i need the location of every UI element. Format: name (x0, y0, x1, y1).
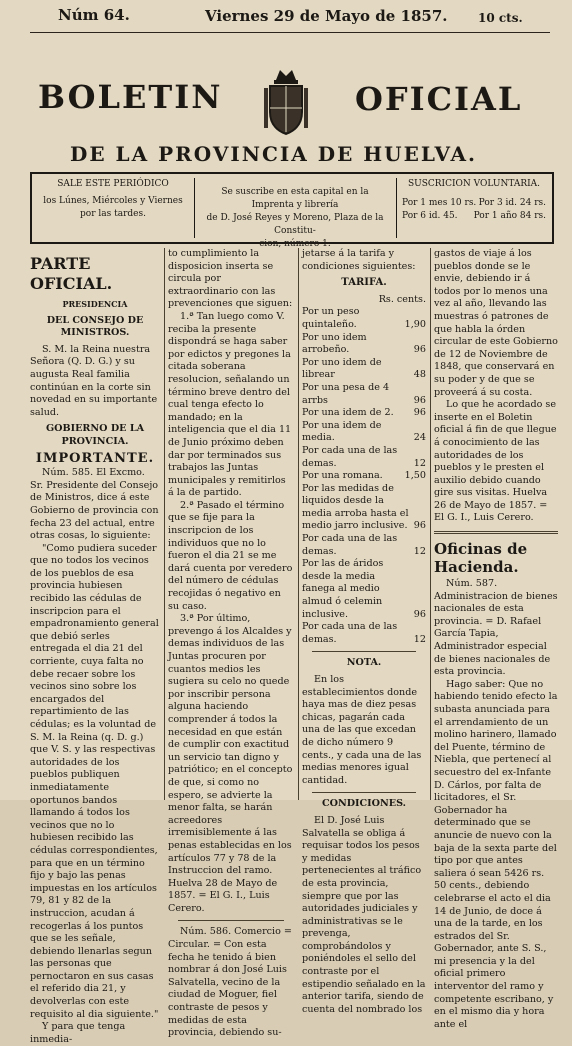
column-2 (168, 248, 294, 1039)
tariff-row (302, 332, 426, 357)
coat-of-arms-icon (262, 66, 310, 138)
place-line: cion, número 1. (259, 239, 331, 249)
prices-title: SUSCRICION VOLUNTARIA. (407, 179, 541, 189)
tariff-row (302, 621, 426, 646)
tariff-price: 96 (413, 608, 426, 620)
tariff-item: Por las medidas de liquidos desde la media arroba hasta el medio jarro inclusive. (302, 482, 409, 532)
price-row (402, 197, 546, 210)
issue-number: Núm 64. (58, 6, 130, 24)
tariff-row (302, 445, 426, 470)
price-row (402, 210, 546, 223)
tariff-price: 24 (413, 432, 426, 444)
tariff-price: 96 (413, 407, 426, 419)
paragraph: S. M. la Reina nuestra Señora (Q. D. G.) y su augusta Real familia continúan en la corte sin novedad en su importante salud. (30, 343, 158, 418)
masthead-title-right: OFICIAL (355, 80, 523, 118)
note-title: NOTA. (346, 657, 382, 669)
paragraph: Hago saber: Que no habiendo tenido efecto la subasta anunciada para el arrendamiento de un molino harinero, llamado del Puente, término de Niebla, que pertenecí al secuestro del ex-Infante D. Cárlos, por falta de licitadores, el Sr. Gobernador ha determinado que se anuncie de nuevo con la baja de la sexta parte del tipo por que antes saliera ó sean 5426 rs. 50 cents., debiendo celebrarse el acto el dia 14 de Junio, de doce á una de la tarde, en los estrados del Sr. Gobernador, ante S. S., mi presencia y la del oficial primero interventor del ramo y competente escribano, y en el mismo dia y hora ante el (434, 678, 558, 1030)
box-divider (396, 178, 397, 238)
tariff-row (302, 533, 426, 558)
price-cell: Por 3 id. 24 rs. (478, 198, 546, 208)
tariff-item: Por una idem de media. (302, 419, 382, 444)
tariff-row (302, 306, 426, 331)
schedule-line: por las tardes. (80, 209, 146, 219)
tariff-unit: Rs. cents. (378, 293, 426, 305)
price-cell: Por 1 mes 10 rs. (402, 198, 477, 208)
subscription-place (200, 186, 390, 251)
tariff-price: 96 (413, 394, 426, 406)
section-heading: PARTE OFICIAL. (30, 254, 113, 293)
tariff-item: Por uno idem de librear (302, 356, 382, 381)
tariff-price: 12 (413, 633, 426, 645)
paragraph: Lo que he acordado se inserte en el Boletin oficial á fin de que llegue á conocimiento de las autoridades de los pueblos y le presten el auxilio debido cuando gire sus visitas. Huelva 26 de Mayo de 1857. = El G. I., Luis Cerero. (434, 399, 557, 524)
section-heading: Oficinas de Hacienda. (434, 540, 528, 577)
paragraph: "Como pudiera suceder que no todos los vecinos de los pueblos de esa provincia hubiesen recibido las cédulas de inscripcion para el empadronamiento general que debió serles entregada el dia 21 del corriente, cuya falta no debe recaer sobre los vecinos sino sobre los encargados del repartimiento de las cédulas; es la voluntad de S. M. la Reina (q. D. g.) que V. S. y las respectivas autoridades de los pueblos publiquen inmediatamente oportunos bandos llamando á todos los vecinos que no lo hubiesen recibido las cédulas correspondientes, para que en un término fijo y bajo las penas impuestas en los artículos 79, 81 y 82 de la instruccion, acudan á recogerlas á los puntos que se les señale, debiendo llenarlas segun las personas que pernoctaron en sus casas el referido dia 21, y devolverlas con este requisito al dia siguiente." (30, 542, 159, 1020)
separator (178, 920, 284, 921)
place-line: Se suscribe en esta capital en la Imprenta y librería (221, 187, 369, 210)
tariff-price: 96 (413, 520, 426, 532)
important-heading: IMPORTANTE. (35, 450, 155, 466)
tariff-row (302, 470, 426, 483)
subsection-title: DEL CONSEJO DE MINISTROS. (46, 314, 144, 339)
tariff-item: Por una idem de 2. (302, 407, 394, 419)
tariff-row (302, 407, 426, 420)
tariff-row (302, 357, 426, 382)
tariff-price: 1,90 (404, 318, 426, 330)
separator (434, 531, 558, 534)
schedule-line: los Lúnes, Miércoles y Viernes (43, 196, 183, 206)
paragraph: Núm. 585. El Excmo. Sr. Presidente del Consejo de Ministros, dice á este Gobierno de provincia con fecha 23 del actual, entre otras cosas, lo siguiente: (30, 467, 159, 542)
box-divider (194, 178, 195, 238)
paragraph: Núm. 587. Administracion de bienes nacionales de esta provincia. = D. Rafael García Tapia, Administrador especial de bienes nacionales de esta provincia. (434, 578, 558, 678)
paragraph: gastos de viaje á los pueblos donde se le envie, debiendo ir á todos por lo menos una vez al año, llevando las muestras ó patrones de que habla la órden circular de este Gobierno de 12 de Noviembre de 1848, que conservará en su poder y de que se proveerá á su costa. (434, 248, 558, 398)
price-cell: Por 6 id. 45. (402, 211, 458, 221)
masthead-title-left: BOLETIN (38, 78, 223, 116)
paragraph: to cumplimiento la disposicion inserta se circula por extraordinario con las prevenciones que siguen: (168, 248, 293, 310)
schedule-line: SALE ESTE PERIÓDICO (57, 179, 169, 189)
paragraph: Y para que tenga inmedia- (30, 1021, 126, 1045)
paragraph: 1.ª Tan luego como V. reciba la presente dispondrá se haga saber por edictos y pregones la citada soberana resolucion, señalando un término breve dentro del cual tenga efecto lo mandado; en la inteligencia que el dia 11 de Junio próximo deben dar por terminados sus trabajos las Juntas municipales y remitirlos á la de partido. (168, 310, 292, 499)
masthead-subtitle: DE LA PROVINCIA DE HUELVA. (70, 142, 477, 166)
tariff-row (302, 558, 426, 621)
tariff-item: Por las de áridos desde la media fanega al medio almud ó celemin inclusive. (302, 558, 384, 620)
column-3 (302, 248, 426, 1015)
tariff-item: Por una romana. (302, 470, 383, 482)
tariff-price: 96 (413, 344, 426, 356)
tariff-item: Por cada una de las demas. (302, 621, 398, 645)
column-rule (430, 248, 431, 800)
header-rule (30, 32, 550, 33)
separator (312, 651, 416, 652)
tariff-item: Por una pesa de 4 arrbs (302, 381, 390, 406)
tariff-item: Por cada una de las demas. (302, 444, 398, 469)
tariff-table (302, 306, 426, 646)
tariff-row (302, 483, 426, 533)
separator (312, 792, 416, 793)
subsection-title: GOBIERNO DE LA PROVINCIA. (45, 423, 145, 447)
tariff-item: Por uno idem arrobeño. (302, 331, 367, 356)
column-rule (164, 248, 165, 800)
column-rule (298, 248, 299, 800)
subscription-prices (402, 178, 546, 223)
paragraph: El D. José Luis Salvatella se obliga á requisar todos los pesos y medidas pertenecientes al tráfico de esta provincia, siempre que por las autoridades judiciales y administrativas se le prevenga, comprobándolos y poniéndoles el sello del contraste por el estipendio señalado en la anterior tarifa, siendo de cuenta del nombrado los (302, 814, 426, 1015)
issue-date: Viernes 29 de Mayo de 1857. (205, 7, 448, 25)
conditions-title: CONDICIONES. (321, 798, 407, 810)
tariff-row (302, 382, 426, 407)
tariff-item: Por cada una de las demas. (302, 533, 398, 557)
subsection-title: PRESIDENCIA (62, 299, 128, 309)
tariff-title: TARIFA. (341, 277, 387, 289)
place-line: de D. José Reyes y Moreno, Plaza de la Constitu- (206, 213, 384, 236)
paragraph: En los establecimientos donde haya mas de diez pesas chicas, pagarán cada una de las que excedan de dicho número 9 cents., y cada una de las medias menores igual cantidad. (302, 674, 422, 786)
paragraph: 3.ª Por último, prevengo á los Alcaldes y demas individuos de las Juntas procuren por cuantos medios les sugiera su celo no quede por inscribir persona alguna haciendo comprender á todos la necesidad en que están de cumplir con exactitud un servicio tan digno y patriótico; en el concepto de que, si como no espero, se advierte la menor falta, se harán acreedores irremisiblemente á las penas establecidas en los artículos 77 y 78 de la Instruccion del ramo. Huelva 28 de Mayo de 1857. = El G. I., Luis Cerero. (168, 613, 293, 914)
tariff-item: Por un peso quintaleño. (302, 306, 360, 330)
issue-header (0, 2, 572, 32)
column-4 (434, 248, 558, 1030)
paragraph: 2.ª Pasado el término que se fije para la inscripcion de los individuos que no lo fueron el dia 21 se me dará cuenta por veredero del número de cédulas recojidas ó negativo en su caso. (168, 499, 293, 612)
price-cell: Por 1 año 84 rs. (473, 211, 546, 221)
column-1 (30, 248, 160, 1045)
tariff-price: 48 (413, 369, 426, 381)
subscription-box (30, 172, 554, 249)
paragraph: Núm. 586. Comercio = Circular. = Con esta fecha he tenido á bien nombrar á don José Luis Salvatella, vecino de la ciudad de Moguer, fiel contraste de pesos y medidas de esta provincia, debiendo su- (168, 926, 292, 1039)
tariff-row (302, 420, 426, 445)
tariff-price: 12 (413, 545, 426, 557)
tariff-price: 1,50 (404, 470, 426, 482)
paragraph: jetarse á la tarifa y condiciones siguientes: (302, 248, 416, 272)
issue-price: 10 cts. (478, 11, 523, 25)
publication-schedule (38, 178, 188, 221)
tariff-price: 12 (413, 457, 426, 469)
